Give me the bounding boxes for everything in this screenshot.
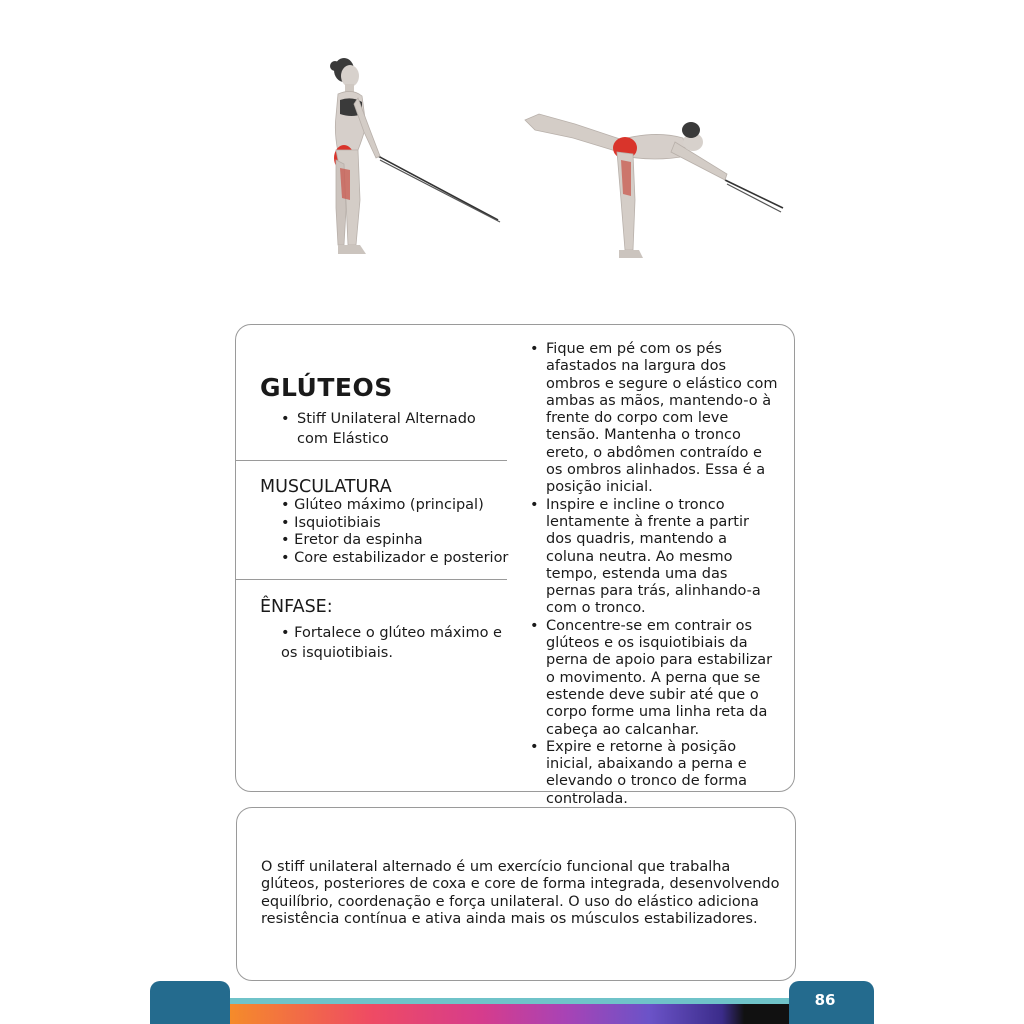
musculatura-heading: MUSCULATURA xyxy=(260,477,392,497)
instruction-step: • Inspire e incline o tronco lentamente à frente a partir dos quadris, mantendo a coluna neutra. Ao mesmo tempo, estenda uma das pernas para trás, alinhando-a com o tronco. xyxy=(530,496,761,617)
exercise-name: Stiff Unilateral Alternado com Elástico xyxy=(297,411,476,447)
musculatura-item: • Core estabilizador e posterior xyxy=(281,549,509,566)
musculatura-item: • Isquiotibiais xyxy=(281,514,381,531)
enfase-heading: ÊNFASE: xyxy=(260,597,333,617)
exercise-illustration-hinge xyxy=(515,100,795,265)
divider xyxy=(236,579,507,580)
instruction-step: • Concentre-se em contrair os glúteos e os isquiotibiais da perna de apoio para estabilizar o movimento. A perna que se estende deve subir até que o corpo forme uma linha reta da cabeça ao calcanhar. xyxy=(530,617,773,738)
instruction-steps xyxy=(528,341,778,808)
summary-card xyxy=(236,807,796,981)
footer-gradient-bar xyxy=(230,1004,789,1024)
instruction-step: • Expire e retorne à posição inicial, abaixando a perna e elevando o tronco de forma controlada. xyxy=(530,738,747,807)
divider xyxy=(236,460,507,461)
footer-tab-left xyxy=(150,981,230,1024)
muscle-group-title: GLÚTEOS xyxy=(260,373,393,402)
page-number: 86 xyxy=(814,991,836,1009)
instruction-step: • Fique em pé com os pés afastados na largura dos ombros e segure o elástico com ambas as mãos, mantendo-o à frente do corpo com leve tensão. Mantenha o tronco ereto, o abdômen contraído e os ombros alinhados. Essa é a posição inicial. xyxy=(530,341,778,496)
exercise-illustration-standing xyxy=(300,40,510,265)
musculatura-item: • Eretor da espinha xyxy=(281,532,423,548)
musculatura-item: • Glúteo máximo (principal) xyxy=(281,497,484,513)
summary-text: O stiff unilateral alternado é um exercício funcional que trabalha glúteos, posteriores de coxa e core de forma integrada, desenvolvendo equilíbrio, coordenação e força unilateral. O uso do elástico adiciona resistência contínua e ativa ainda mais os músculos estabilizadores. xyxy=(261,859,780,927)
musculatura-list xyxy=(281,497,508,567)
exercise-name-bullet: • xyxy=(281,411,290,427)
exercise-card xyxy=(235,324,795,807)
enfase-text: • Fortalece o glúteo máximo e os isquiotibiais. xyxy=(281,625,502,661)
exercise-name-item xyxy=(281,409,511,449)
